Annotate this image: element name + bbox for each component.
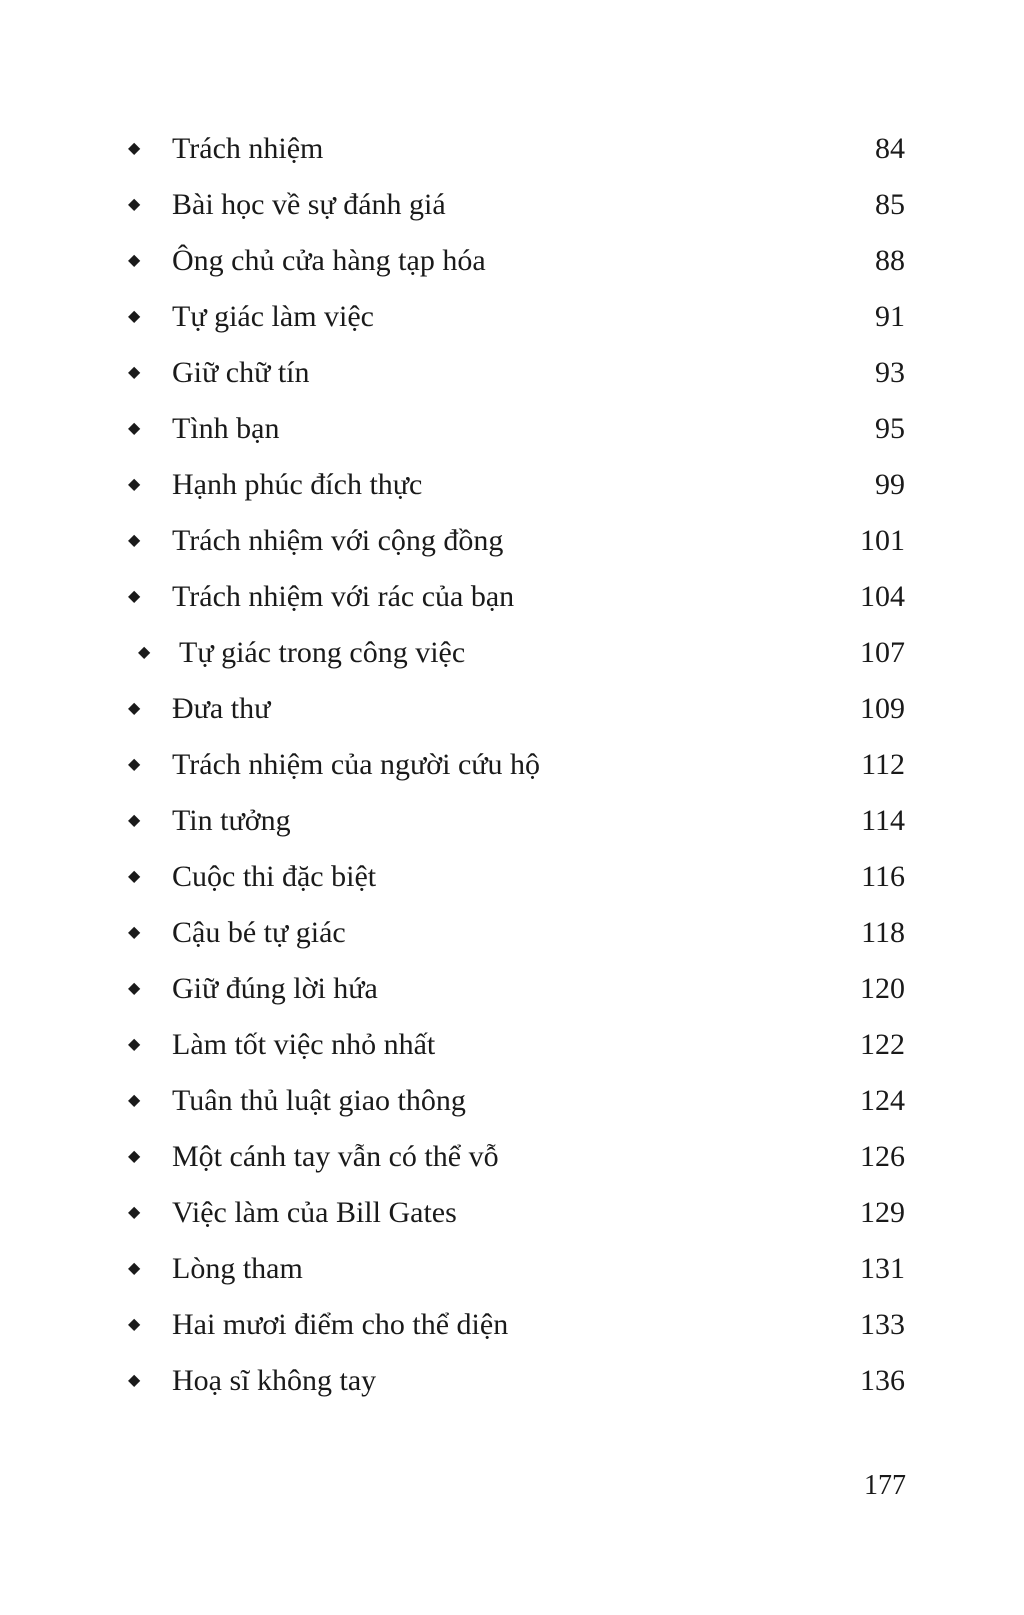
- diamond-bullet-icon: ◆: [128, 140, 141, 157]
- toc-entry-title: Hoạ sĩ không tay: [172, 1364, 377, 1397]
- toc-entry-title: Cuộc thi đặc biệt: [172, 860, 377, 893]
- diamond-bullet-icon: ◆: [128, 196, 141, 213]
- diamond-bullet-icon: ◆: [128, 1036, 141, 1053]
- toc-entry[interactable]: [0, 965, 1024, 1021]
- toc-entry[interactable]: [0, 517, 1024, 573]
- toc-entry-title: Tuân thủ luật giao thông: [172, 1084, 466, 1117]
- diamond-bullet-icon: ◆: [128, 532, 141, 549]
- toc-entry-title: Trách nhiệm của người cứu hộ: [172, 748, 541, 781]
- toc-entry-page: 126: [860, 1140, 905, 1173]
- toc-entry[interactable]: [0, 1357, 1024, 1413]
- toc-entry[interactable]: [0, 181, 1024, 237]
- toc-entry-page: 124: [860, 1084, 905, 1117]
- diamond-bullet-icon: ◆: [128, 1260, 141, 1277]
- diamond-bullet-icon: ◆: [128, 700, 141, 717]
- toc-entry[interactable]: [0, 293, 1024, 349]
- diamond-bullet-icon: ◆: [128, 1204, 141, 1221]
- toc-entry-page: 114: [861, 804, 905, 837]
- toc-entry-title: Trách nhiệm với rác của bạn: [172, 580, 515, 613]
- toc-entry-page: 93: [875, 356, 905, 389]
- toc-entry-page: 122: [860, 1028, 905, 1061]
- toc-entry-page: 104: [860, 580, 905, 613]
- toc-entry-page: 118: [861, 916, 905, 949]
- toc-entry-page: 95: [875, 412, 905, 445]
- toc-entry[interactable]: [0, 237, 1024, 293]
- diamond-bullet-icon: ◆: [128, 868, 141, 885]
- diamond-bullet-icon: ◆: [128, 756, 141, 773]
- diamond-bullet-icon: ◆: [128, 476, 141, 493]
- toc-entry-page: 101: [860, 524, 905, 557]
- toc-entry-page: 136: [860, 1364, 905, 1397]
- diamond-bullet-icon: ◆: [128, 1092, 141, 1109]
- toc-entry-title: Trách nhiệm: [172, 132, 324, 165]
- toc-entry-page: 112: [861, 748, 905, 781]
- toc-entry-page: 131: [860, 1252, 905, 1285]
- toc-entry-title: Ông chủ cửa hàng tạp hóa: [172, 244, 486, 277]
- toc-entry[interactable]: [0, 1189, 1024, 1245]
- diamond-bullet-icon: ◆: [128, 252, 141, 269]
- toc-entry[interactable]: [0, 629, 1024, 685]
- toc-entry[interactable]: [0, 797, 1024, 853]
- diamond-bullet-icon: ◆: [128, 812, 141, 829]
- diamond-bullet-icon: ◆: [128, 308, 141, 325]
- toc-entry-title: Bài học về sự đánh giá: [172, 188, 446, 221]
- toc-entry-title: Tự giác làm việc: [172, 300, 375, 333]
- diamond-bullet-icon: ◆: [128, 364, 141, 381]
- diamond-bullet-icon: ◆: [128, 1148, 141, 1165]
- toc-entry-page: 133: [860, 1308, 905, 1341]
- toc-entry-page: 99: [875, 468, 905, 501]
- toc-entry[interactable]: [0, 405, 1024, 461]
- toc-entry-title: Tin tưởng: [172, 804, 291, 837]
- toc-entry[interactable]: [0, 853, 1024, 909]
- toc-entry[interactable]: [0, 461, 1024, 517]
- toc-entry-page: 109: [860, 692, 905, 725]
- toc-entry-title: Hạnh phúc đích thực: [172, 468, 423, 501]
- toc-entry-title: Một cánh tay vẫn có thể vỗ: [172, 1140, 499, 1173]
- toc-entry[interactable]: [0, 349, 1024, 405]
- toc-entry-title: Giữ chữ tín: [172, 356, 310, 389]
- diamond-bullet-icon: ◆: [128, 588, 141, 605]
- toc-entry-title: Làm tốt việc nhỏ nhất: [172, 1028, 436, 1061]
- diamond-bullet-icon: ◆: [128, 924, 141, 941]
- toc-entry[interactable]: [0, 125, 1024, 181]
- toc-entry[interactable]: [0, 1301, 1024, 1357]
- toc-entry[interactable]: [0, 1245, 1024, 1301]
- toc-entry[interactable]: [0, 1077, 1024, 1133]
- toc-entry-title: Trách nhiệm với cộng đồng: [172, 524, 504, 557]
- toc-entry-page: 116: [861, 860, 905, 893]
- toc-entry-title: Việc làm của Bill Gates: [172, 1196, 457, 1229]
- diamond-bullet-icon: ◆: [128, 1316, 141, 1333]
- toc-entry-page: 129: [860, 1196, 905, 1229]
- diamond-bullet-icon: ◆: [128, 420, 141, 437]
- toc-entry-title: Giữ đúng lời hứa: [172, 972, 378, 1005]
- diamond-bullet-icon: ◆: [128, 980, 141, 997]
- toc-entry[interactable]: [0, 909, 1024, 965]
- toc-entry[interactable]: [0, 573, 1024, 629]
- toc-entry[interactable]: [0, 741, 1024, 797]
- toc-entry-title: Lòng tham: [172, 1252, 303, 1285]
- page-number: 177: [864, 1470, 906, 1501]
- toc-entry[interactable]: [0, 685, 1024, 741]
- toc-entry-page: 91: [875, 300, 905, 333]
- toc-entry[interactable]: [0, 1021, 1024, 1077]
- toc-entry[interactable]: [0, 1133, 1024, 1189]
- toc-entry-page: 120: [860, 972, 905, 1005]
- toc-entry-page: 85: [875, 188, 905, 221]
- toc-entry-title: Tình bạn: [172, 412, 280, 445]
- toc-entry-title: Tự giác trong công việc: [179, 636, 466, 669]
- toc-entry-page: 84: [875, 132, 905, 165]
- toc-entry-title: Hai mươi điểm cho thể diện: [172, 1308, 509, 1341]
- toc-entry-title: Cậu bé tự giác: [172, 916, 346, 949]
- toc-entry-page: 88: [875, 244, 905, 277]
- table-of-contents: [0, 125, 1024, 1413]
- toc-entry-title: Đưa thư: [172, 692, 271, 725]
- toc-entry-page: 107: [860, 636, 905, 669]
- diamond-bullet-icon: ◆: [128, 1372, 141, 1389]
- diamond-bullet-icon: ◆: [138, 644, 151, 661]
